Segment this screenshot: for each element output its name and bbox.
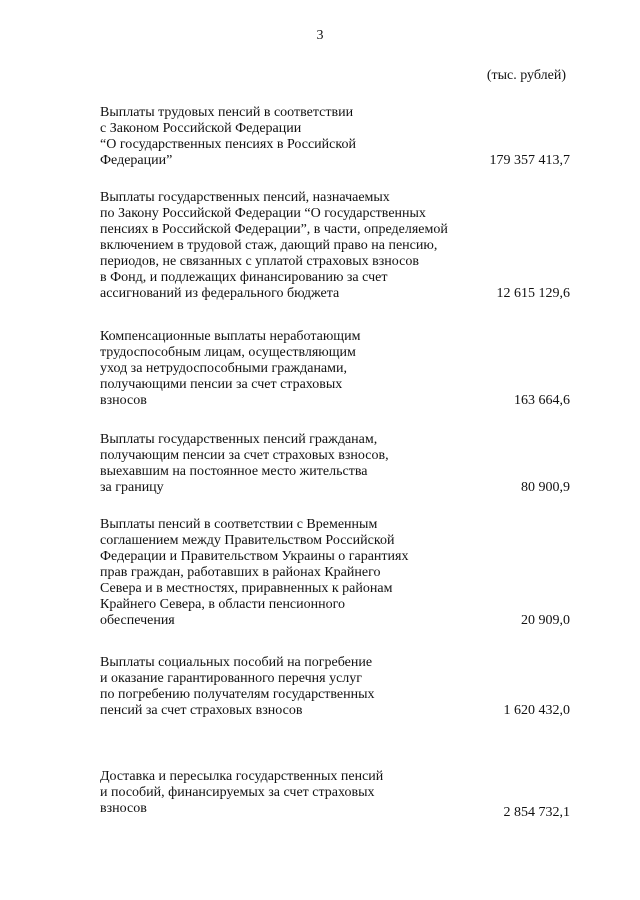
description-line: пенсий за счет страховых взносов [100,703,303,718]
description-line: по погребению получателям государственных [100,687,375,702]
description-line: пенсиях в Российской Федерации”, в части, определяемой [100,222,448,237]
item-amount: 12 615 129,6 [496,286,570,301]
item-description [100,769,475,817]
description-line: Севера и в местностях, приравненных к районам [100,581,393,596]
description-line: взносов [100,393,147,408]
item-description [100,432,475,496]
description-line: Выплаты государственных пенсий гражданам, [100,432,378,447]
description-line: периодов, не связанных с уплатой страховых взносов [100,254,419,269]
description-line: уход за нетрудоспособными гражданами, [100,361,347,376]
description-line: обеспечения [100,613,175,628]
description-line: с Законом Российской Федерации [100,121,302,136]
item-description [100,105,475,169]
description-line: и оказание гарантированного перечня услуг [100,671,363,686]
item-amount: 163 664,6 [514,393,570,408]
description-line: по Закону Российской Федерации “О государственных [100,206,426,221]
item-amount: 179 357 413,7 [489,153,570,168]
description-line: включением в трудовой стаж, дающий право на пенсию, [100,238,438,253]
description-line: выехавшим на постоянное место жительства [100,464,368,479]
description-line: Выплаты трудовых пенсий в соответствии [100,105,354,120]
item-amount: 1 620 432,0 [503,703,570,718]
item-description [100,329,475,409]
item-amount: 20 909,0 [521,613,570,628]
description-line: Выплаты пенсий в соответствии с Временным [100,517,378,532]
description-line: получающим пенсии за счет страховых взносов, [100,448,389,463]
description-line: “О государственных пенсиях в Российской [100,137,356,152]
description-line: за границу [100,480,164,495]
item-description [100,655,475,719]
description-line: прав граждан, работавших в районах Крайнего [100,565,381,580]
description-line: Выплаты социальных пособий на погребение [100,655,373,670]
item-amount: 80 900,9 [521,480,570,495]
description-line: трудоспособным лицам, осуществляющим [100,345,356,360]
description-line: в Фонд, и подлежащих финансированию за счет [100,270,388,285]
description-line: Крайнего Севера, в области пенсионного [100,597,346,612]
description-line: Компенсационные выплаты неработающим [100,329,361,344]
units-label: (тыс. рублей) [486,68,566,83]
description-line: ассигнований из федерального бюджета [100,286,340,301]
description-line: соглашением между Правительством Российской [100,533,395,548]
description-line: Выплаты государственных пенсий, назначаемых [100,190,390,205]
description-line: и пособий, финансируемых за счет страховых [100,785,375,800]
description-line: взносов [100,801,147,816]
page-number: 3 [316,28,324,43]
description-line: получающими пенсии за счет страховых [100,377,343,392]
item-description [100,190,475,302]
description-line: Федерации” [100,153,173,168]
description-line: Федерации и Правительством Украины о гарантиях [100,549,409,564]
item-description [100,517,475,629]
description-line: Доставка и пересылка государственных пенсий [100,769,384,784]
item-amount: 2 854 732,1 [503,805,570,820]
